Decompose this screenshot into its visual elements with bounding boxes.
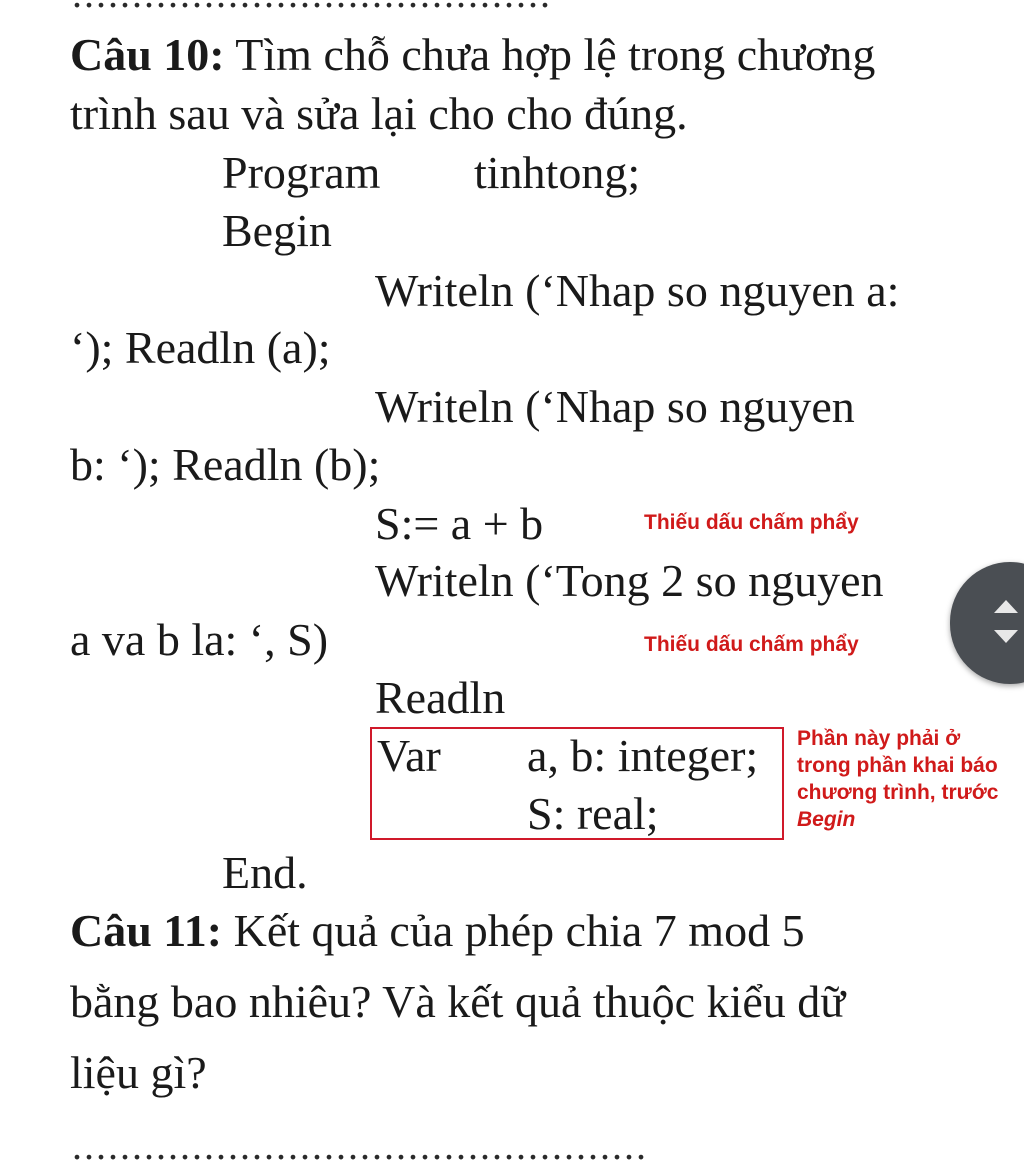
question-10-label: Câu 10: [70, 29, 225, 80]
annotation-var-line-1: Phần này phải ở [797, 727, 961, 750]
chevron-up-icon [994, 600, 1018, 613]
code-program-keyword: Program [222, 147, 381, 198]
code-writeln-b-line-2: b: ‘); Readln (b); [70, 439, 381, 490]
code-writeln-sum-line-1: Writeln (‘Tong 2 so nguyen [375, 555, 884, 606]
code-writeln-a-line-1: Writeln (‘Nhap so nguyen a: [375, 265, 900, 316]
annotation-missing-semicolon-2: Thiếu dấu chấm phẩy [644, 633, 859, 656]
code-var-keyword: Var [377, 730, 441, 781]
code-var-s: S: real; [527, 788, 659, 839]
code-assign-s: S:= a + b [375, 498, 544, 549]
code-writeln-a-line-2: ‘); Readln (a); [70, 322, 331, 373]
question-11-text: Kết quả của phép chia 7 mod 5 [222, 905, 805, 956]
question-10-text: Tìm chỗ chưa hợp lệ trong chương [224, 29, 876, 80]
chevron-down-icon [994, 630, 1018, 643]
annotation-var-line-3: chương trình, trước [797, 781, 999, 804]
code-end: End. [222, 847, 308, 898]
question-11-line-3: liệu gì? [70, 1047, 207, 1098]
question-11-line-1 [70, 905, 805, 956]
code-writeln-sum-line-2: a va b la: ‘, S) [70, 614, 329, 665]
question-10-line-2: trình sau và sửa lại cho cho đúng. [70, 88, 688, 139]
code-var-ab: a, b: integer; [527, 730, 759, 781]
question-11-line-2: bằng bao nhiêu? Và kết quả thuộc kiểu dữ [70, 976, 846, 1027]
scroll-button[interactable] [950, 562, 1024, 684]
code-begin: Begin [222, 205, 332, 256]
dotted-line-bottom: ................................................ [72, 1126, 648, 1166]
code-program-name: tinhtong; [474, 147, 641, 198]
annotation-var-begin: Begin [797, 808, 856, 831]
question-10-line-1 [70, 29, 876, 80]
code-readln: Readln [375, 672, 506, 723]
annotation-var-placement [797, 725, 1024, 833]
annotation-missing-semicolon-1: Thiếu dấu chấm phẩy [644, 511, 859, 534]
code-writeln-b-line-1: Writeln (‘Nhap so nguyen [375, 381, 855, 432]
annotation-var-line-2: trong phần khai báo [797, 754, 998, 777]
dotted-line-top [72, 0, 777, 14]
question-11-label: Câu 11: [70, 905, 223, 956]
